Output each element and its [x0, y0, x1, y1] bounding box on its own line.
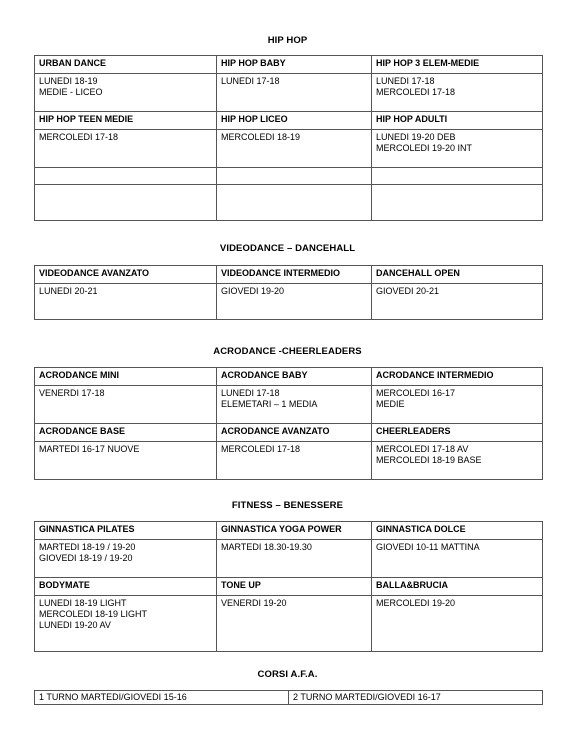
table-row	[35, 185, 543, 221]
table-header-cell: DANCEHALL OPEN	[372, 266, 543, 284]
table-row	[35, 284, 543, 320]
table-cell	[217, 185, 372, 221]
table-row	[35, 74, 543, 112]
table-cell: LUNEDI 17-18	[217, 74, 372, 112]
table-row	[35, 442, 543, 480]
table-cell: VENERDI 19-20	[217, 596, 372, 652]
table-cell: MARTEDI 18.30-19.30	[217, 540, 372, 578]
section-title-fitness: FITNESS – BENESSERE	[231, 500, 344, 511]
table-cell: LUNEDI 18-19 MEDIE - LICEO	[35, 74, 217, 112]
table-cell: GIOVEDI 19-20	[217, 284, 372, 320]
table-row	[35, 424, 543, 442]
section-title-videodance: VIDEODANCE – DANCEHALL	[219, 243, 356, 254]
afa-table	[34, 690, 543, 705]
table-cell: MERCOLEDI 17-18	[217, 442, 372, 480]
table-cell	[35, 168, 217, 185]
table-row	[35, 56, 543, 74]
table-header-cell: CHEERLEADERS	[372, 424, 543, 442]
table-row	[35, 266, 543, 284]
table-cell: VENERDI 17-18	[35, 386, 217, 424]
table-header-cell: URBAN DANCE	[35, 56, 217, 74]
table-cell: LUNEDI 17-18 ELEMETARI – 1 MEDIA	[217, 386, 372, 424]
fitness-table	[34, 521, 543, 652]
table-header-cell: HIP HOP LICEO	[217, 112, 372, 130]
table-cell: MERCOLEDI 17-18 AV MERCOLEDI 18-19 BASE	[372, 442, 543, 480]
table-row	[35, 168, 543, 185]
table-row	[35, 386, 543, 424]
table-header-cell: VIDEODANCE INTERMEDIO	[217, 266, 372, 284]
table-header-cell: ACRODANCE AVANZATO	[217, 424, 372, 442]
table-header-cell: GINNASTICA YOGA POWER	[217, 522, 372, 540]
section-title-afa: CORSI A.F.A.	[257, 669, 318, 680]
table-header-cell: ACRODANCE MINI	[35, 368, 217, 386]
table-header-cell: ACRODANCE BABY	[217, 368, 372, 386]
table-header-cell: TONE UP	[217, 578, 372, 596]
table-cell: MERCOLEDI 19-20	[372, 596, 543, 652]
table-cell: GIOVEDI 10-11 MATTINA	[372, 540, 543, 578]
table-cell: LUNEDI 17-18 MERCOLEDI 17-18	[372, 74, 543, 112]
table-cell: 1 TURNO MARTEDI/GIOVEDI 15-16	[35, 691, 289, 705]
videodance-table	[34, 265, 543, 320]
table-header-cell: BODYMATE	[35, 578, 217, 596]
table-cell	[217, 168, 372, 185]
section-title-acrodance: ACRODANCE -CHEERLEADERS	[213, 346, 362, 357]
table-row	[35, 112, 543, 130]
table-cell: MARTEDI 18-19 / 19-20 GIOVEDI 18-19 / 19-20	[35, 540, 217, 578]
table-cell: LUNEDI 19-20 DEB MERCOLEDI 19-20 INT	[372, 130, 543, 168]
table-header-cell: HIP HOP ADULTI	[372, 112, 543, 130]
hiphop-table	[34, 55, 543, 221]
table-cell: MERCOLEDI 17-18	[35, 130, 217, 168]
table-cell: LUNEDI 18-19 LIGHT MERCOLEDI 18-19 LIGHT LUNEDI 19-20 AV	[35, 596, 217, 652]
table-cell: MARTEDI 16-17 NUOVE	[35, 442, 217, 480]
table-header-cell: HIP HOP TEEN MEDIE	[35, 112, 217, 130]
table-header-cell: ACRODANCE BASE	[35, 424, 217, 442]
table-row	[35, 368, 543, 386]
table-cell: MERCOLEDI 18-19	[217, 130, 372, 168]
table-header-cell: GINNASTICA DOLCE	[372, 522, 543, 540]
section-title-hiphop: HIP HOP	[267, 35, 308, 46]
table-header-cell: HIP HOP 3 ELEM-MEDIE	[372, 56, 543, 74]
table-row	[35, 130, 543, 168]
table-cell	[35, 185, 217, 221]
table-header-cell: VIDEODANCE AVANZATO	[35, 266, 217, 284]
table-row	[35, 578, 543, 596]
table-row	[35, 522, 543, 540]
table-cell: GIOVEDI 20-21	[372, 284, 543, 320]
table-cell	[372, 168, 543, 185]
table-header-cell: ACRODANCE INTERMEDIO	[372, 368, 543, 386]
table-header-cell: HIP HOP BABY	[217, 56, 372, 74]
table-row	[35, 596, 543, 652]
table-cell	[372, 185, 543, 221]
acrodance-table	[34, 367, 543, 480]
table-cell: LUNEDI 20-21	[35, 284, 217, 320]
table-cell: 2 TURNO MARTEDI/GIOVEDI 16-17	[289, 691, 543, 705]
table-row	[35, 540, 543, 578]
table-header-cell: BALLA&BRUCIA	[372, 578, 543, 596]
table-row	[35, 691, 543, 705]
table-header-cell: GINNASTICA PILATES	[35, 522, 217, 540]
table-cell: MERCOLEDI 16-17 MEDIE	[372, 386, 543, 424]
